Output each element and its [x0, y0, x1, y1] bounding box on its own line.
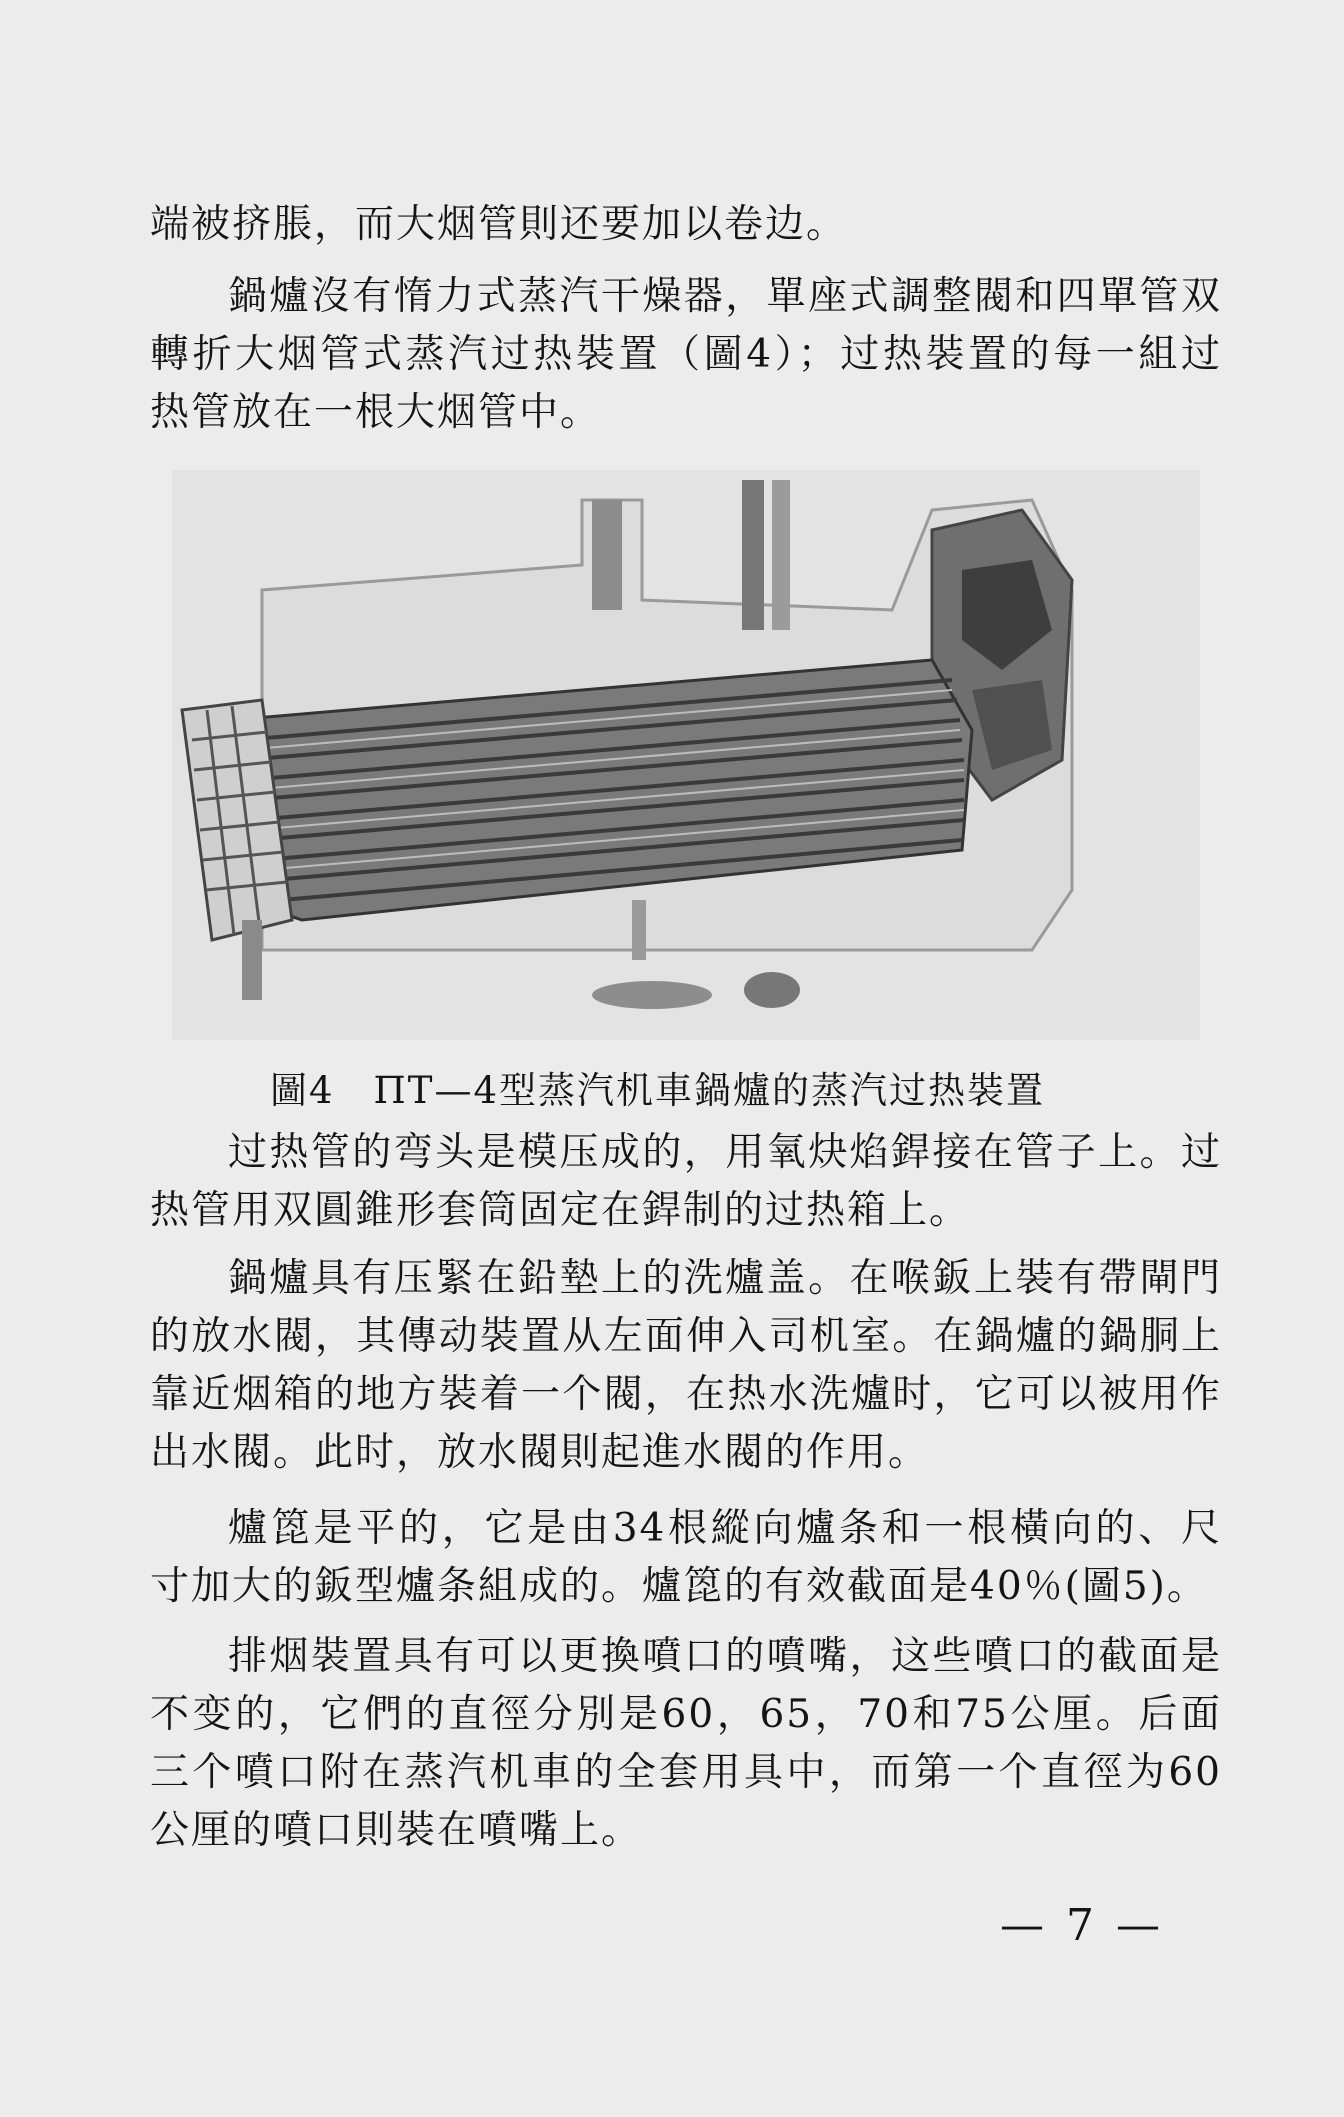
paragraph-1: 端被挤脹，而大烟管則还要加以卷边。 [150, 202, 848, 247]
superheater-illustration [172, 470, 1200, 1040]
paragraph-5: 爐箆是平的，它是由34根縱向爐条和一根橫向的、尺寸加大的鈑型爐条組成的。爐箆的有效截面是40％(圖5)。 [150, 1506, 1222, 1609]
paragraph-6: 排烟裝置具有可以更換噴口的噴嘴，这些噴口的截面是不变的，它們的直徑分別是60，65，70和75公厘。后面三个噴口附在蒸汽机車的全套用具中，而第一个直徑为60公厘的噴口則裝在噴嘴上。 [150, 1634, 1222, 1853]
paragraph-4: 鍋爐具有压緊在鉛墊上的洗爐盖。在喉鈑上裝有帶閘門的放水閥，其傳动裝置从左面伸入司机室。在鍋爐的鍋胴上靠近烟箱的地方裝着一个閥，在热水洗爐时，它可以被用作出水閥。此时，放水閥則起進水閥的作用。 [150, 1256, 1222, 1475]
paragraph-2: 鍋爐沒有惰力式蒸汽干燥器，單座式調整閥和四單管双轉折大烟管式蒸汽过热裝置（圖4）；过热裝置的每一組过热管放在一根大烟管中。 [150, 274, 1222, 435]
figure-caption: 圖4 ПТ—4型蒸汽机車鍋爐的蒸汽过热裝置 [270, 1069, 1046, 1112]
superheater-figure [172, 470, 1200, 1040]
paragraph-3: 过热管的弯头是模压成的，用氧炔焰銲接在管子上。过热管用双圓錐形套筒固定在銲制的过热箱上。 [150, 1130, 1222, 1233]
page-number: — 7 — [1000, 1900, 1164, 1951]
